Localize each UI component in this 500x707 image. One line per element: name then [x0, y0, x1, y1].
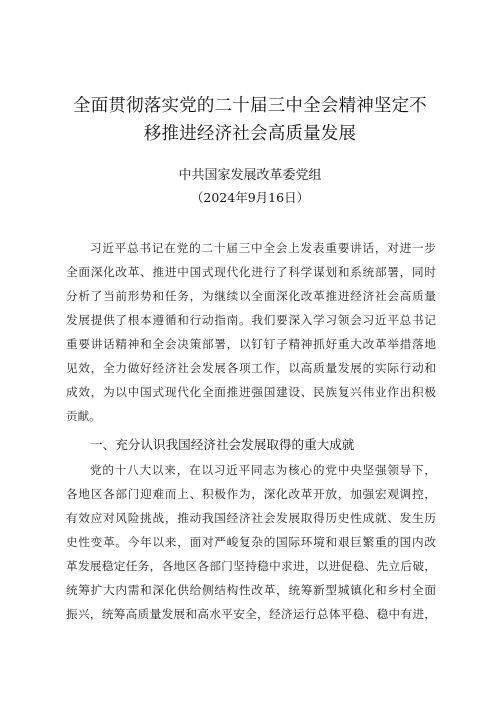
paragraph-line: 重要讲话精神和全会决策部署，以钉钉子精神抓好重大改革举措落地 [66, 337, 436, 351]
paragraph-line: 发展提供了根本遵循和行动指南。我们要深入学习领会习近平总书记 [66, 313, 436, 327]
paragraph-line: 史性变革。今年以来，面对严峻复杂的国际环境和艰巨繁重的国内改 [66, 535, 436, 549]
paragraph-line: 统筹扩大内需和深化供给侧结构性改革，统筹新型城镇化和乡村全面 [66, 583, 436, 597]
paragraph-line: 分析了当前形势和任务，为继续以全面深化改革推进经济社会高质量 [66, 289, 436, 303]
paragraph-line: 贡献。 [66, 409, 101, 423]
paragraph-line: 振兴，统筹高质量发展和高水平安全，经济运行总体平稳、稳中有进， [66, 607, 436, 621]
document-date: （2024年9月16日） [190, 190, 310, 205]
paragraph-line: 习近平总书记在党的二十届三中全会上发表重要讲话，对进一步 [90, 241, 436, 255]
document-author: 中共国家发展改革委党组 [178, 168, 322, 183]
paragraph-line: 各地区各部门迎难而上、积极作为，深化改革开放，加强宏观调控， [66, 487, 436, 501]
paragraph-line: 成效，为以中国式现代化全面推进强国建设、民族复兴伟业作出积极 [66, 385, 436, 399]
paragraph-line: 有效应对风险挑战，推动我国经济社会发展取得历史性成就、发生历 [66, 511, 436, 525]
paragraph-line: 革发展稳定任务，各地区各部门坚持稳中求进，以进促稳、先立后破， [66, 559, 436, 573]
paragraph-line: 见效，全力做好经济社会发展各项工作，以高质量发展的实际行动和 [66, 361, 436, 375]
document-title-line-1: 全面贯彻落实党的二十届三中全会精神坚定不 [73, 96, 427, 116]
paragraph-line: 全面深化改革、推进中国式现代化进行了科学谋划和系统部署，同时 [66, 265, 436, 279]
section-heading: 一、充分认识我国经济社会发展取得的重大成就 [90, 437, 355, 452]
paragraph-line: 党的十八大以来，在以习近平同志为核心的党中央坚强领导下， [90, 463, 436, 477]
document-title-line-2: 移推进经济社会高质量发展 [143, 124, 357, 144]
